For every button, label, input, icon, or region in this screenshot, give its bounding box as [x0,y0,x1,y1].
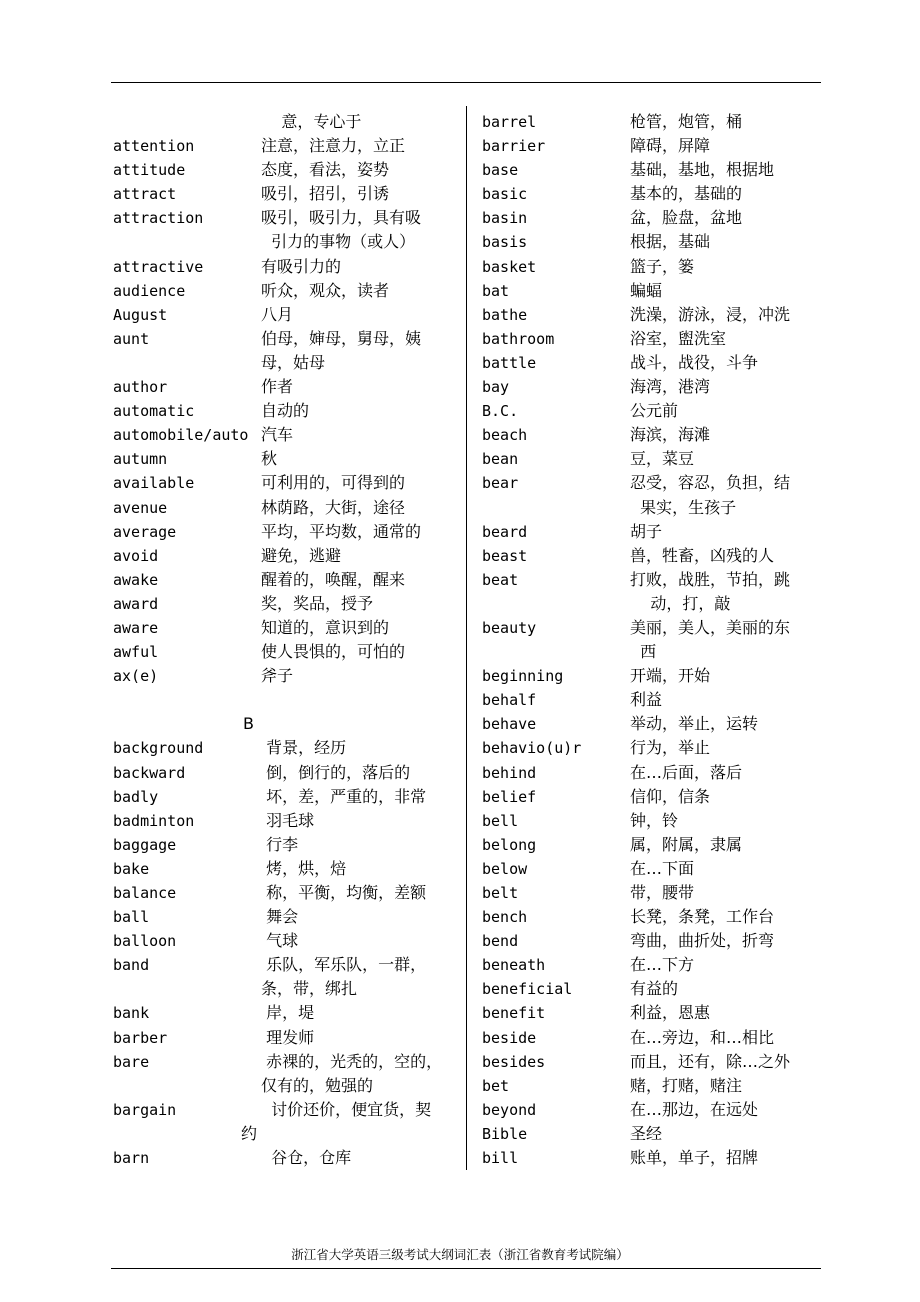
vocab-definition: 醒着的，唤醒，醒来 [261,569,406,589]
vocab-word: bare [113,1052,150,1071]
vocab-word: bend [482,932,519,951]
vocab-definition: 汽车 [261,425,294,445]
column-divider [466,106,467,1170]
vocab-word: avoid [113,546,159,565]
vocab-word: basic [482,185,528,204]
vocab-word: benefit [482,1004,546,1023]
vocab-word: besides [482,1052,546,1071]
header-rule [111,82,821,83]
vocab-word: belong [482,835,537,854]
vocab-word: available [113,474,195,493]
vocab-definition: 利益 [630,690,663,710]
vocab-entry [482,857,827,881]
vocab-entry [482,206,827,230]
vocab-word: bear [482,474,519,493]
vocab-definition: 公元前 [630,401,679,421]
vocab-entry [482,399,827,423]
vocab-definition: 赤裸的，光秃的，空的， [261,1051,443,1071]
vocab-word: beside [482,1028,537,1047]
vocab-definition: 态度，看法，姿势 [261,160,390,180]
vocab-definition: 在…后面，落后 [630,762,743,782]
vocab-definition: 赌，打赌，赌注 [630,1075,743,1095]
vocab-entry [113,905,463,929]
vocab-definition-continued: 仅有的，勉强的 [261,1075,374,1095]
vocab-definition: 海滨，海滩 [630,425,711,445]
vocab-entry [482,977,827,1001]
vocab-word: ball [113,908,150,927]
vocab-word: beard [482,522,528,541]
vocab-word: bathroom [482,329,555,348]
vocab-definition: 美丽，美人，美丽的东 [630,617,791,637]
vocab-word: attract [113,185,177,204]
vocab-entry [113,592,463,616]
vocab-word: beast [482,546,528,565]
vocab-word: bet [482,1076,510,1095]
vocab-entry [113,544,463,568]
vocab-definition: 自动的 [261,401,310,421]
vocab-definition: 避免，逃避 [261,545,342,565]
vocab-entry [113,640,463,664]
vocab-definition: 羽毛球 [261,810,315,830]
vocab-definition-continued: 约 [241,1123,258,1143]
vocab-entry [113,303,463,327]
vocab-definition: 盆，脸盘，盆地 [630,208,743,228]
vocab-entry [482,520,827,544]
vocab-entry [113,929,463,953]
vocab-word: behind [482,763,537,782]
vocab-word: barrel [482,113,537,131]
vocab-entry [482,1122,827,1146]
vocab-definition: 听众，观众，读者 [261,280,390,300]
vocab-word: autumn [113,450,168,469]
vocab-word: Bible [482,1124,528,1143]
vocab-word: award [113,594,159,613]
vocab-definition: 弯曲，曲折处，折弯 [630,931,775,951]
vocab-definition: 在…旁边，和…相比 [630,1027,775,1047]
vocab-definition: 背景，经历 [261,738,347,758]
vocab-entry [482,134,827,158]
vocab-definition: 在…下面 [630,858,695,878]
vocab-entry [113,881,463,905]
vocab-entry [482,953,827,977]
vocab-definition: 篮子，篓 [630,256,695,276]
vocab-entry [113,833,463,857]
vocab-word: background [113,739,204,758]
vocab-entry [482,544,827,568]
vocab-entry [113,664,463,688]
vocab-definition: 打败，战胜，节拍，跳 [630,569,791,589]
vocab-word: aware [113,618,159,637]
vocab-entry [113,182,463,206]
vocab-word: behalf [482,691,537,710]
vocab-definition: 平均，平均数，通常的 [261,521,422,541]
vocab-word: behave [482,715,537,734]
vocab-definition: 信仰，信条 [630,786,711,806]
vocab-definition: 秋 [261,449,278,469]
vocab-word: belt [482,884,519,902]
vocab-definition: 而且，还有，除…之外 [630,1051,791,1071]
vocab-definition: 吸引，招引，引诱 [261,184,390,204]
vocab-definition: 岸，堤 [261,1003,315,1023]
vocab-definition: 使人畏惧的，可怕的 [261,642,406,662]
vocab-word: badly [113,787,159,806]
vocab-entry [113,1001,463,1025]
vocab-word: barn [113,1149,150,1168]
vocab-definition: 圣经 [630,1123,663,1143]
vocab-word: bank [113,1004,150,1023]
vocab-entry [113,496,463,520]
vocab-entry [113,857,463,881]
vocab-entry [113,279,463,303]
vocab-word: attractive [113,257,204,276]
vocab-definition: 根据，基础 [630,232,711,252]
vocab-entry [482,688,827,712]
vocab-word: bill [482,1149,519,1168]
vocab-definition: 开端，开始 [630,666,711,686]
vocab-entry [482,929,827,953]
vocab-word: aunt [113,329,150,348]
vocab-word: beneath [482,956,546,975]
vocab-entry [482,785,827,809]
vocab-definition: 奖，奖品，授予 [261,593,374,613]
vocab-definition: 兽，牲畜，凶残的人 [630,545,775,565]
vocab-entry [482,1050,827,1074]
vocab-entry [482,375,827,399]
vocab-word: beach [482,426,528,445]
vocab-entry [482,712,827,736]
vocab-definition: 伯母，婶母，舅母，姨 [261,328,422,348]
vocab-word: below [482,859,528,878]
vocab-word: basin [482,209,528,228]
vocab-definition: 蝙蝠 [630,280,663,300]
vocab-entry [482,303,827,327]
vocab-word: belief [482,787,537,806]
vocab-definition: 谷仓，仓库 [261,1148,352,1168]
vocab-definition: 理发师 [261,1027,315,1047]
vocab-entry [113,206,463,254]
vocab-definition-continued: 西 [630,642,657,662]
vocab-definition-continued: 母，姑母 [261,352,326,372]
vocab-definition: 作者 [261,377,294,397]
vocab-entry [482,110,827,134]
vocab-word: bake [113,859,150,878]
vocab-entry [482,182,827,206]
vocab-definition: 障碍，屏障 [630,136,711,156]
vocab-entry [482,158,827,182]
vocab-entry [113,447,463,471]
vocab-word: ax(e) [113,667,159,686]
left-column [113,110,463,1170]
vocab-entry [113,568,463,592]
vocab-word: behavio(u)r [482,739,582,758]
vocab-entry [113,1026,463,1050]
vocab-entry [482,809,827,833]
vocab-definition: 斧子 [261,666,294,686]
vocab-definition: 钟，铃 [630,810,679,830]
vocab-entry [113,616,463,640]
vocab-entry [113,953,463,1001]
vocab-entry [113,520,463,544]
vocab-entry [113,158,463,182]
vocab-word: basket [482,257,537,276]
vocab-word: beauty [482,618,537,637]
vocab-definition: 林荫路，大街，途径 [261,497,406,517]
vocab-definition: 海湾，港湾 [630,377,711,397]
vocab-definition: 讨价还价，便宜货，契 [261,1099,432,1119]
vocab-word: beginning [482,667,564,686]
vocab-definition: 带，腰带 [630,883,695,902]
vocab-entry [482,616,827,664]
vocab-entry [113,327,463,375]
vocab-entry [482,1074,827,1098]
vocab-word: basis [482,233,528,252]
vocab-definition: 注意，注意力，立正 [261,136,406,156]
vocab-word: barrier [482,137,546,156]
vocab-entry [482,833,827,857]
vocab-definition: 倒，倒行的，落后的 [261,762,411,782]
vocab-definition: 气球 [261,931,299,951]
vocab-entry [482,664,827,688]
vocab-definition: 长凳，条凳，工作台 [630,907,775,927]
vocab-entry [482,447,827,471]
vocab-entry [482,568,827,616]
vocab-definition: 账单，单子，招牌 [630,1148,759,1168]
vocab-definition: 战斗，战役，斗争 [630,352,759,372]
vocab-entry [482,423,827,447]
vocab-word: baggage [113,835,177,854]
vocab-entry [482,881,827,905]
vocab-definition-continued: 引力的事物（或人） [261,232,416,252]
vocab-entry [482,351,827,375]
vocab-definition: 洗澡，游泳，浸，冲洗 [630,304,791,324]
vocab-entry [113,471,463,495]
vocab-entry [482,471,827,519]
section-letter: B [243,714,254,734]
vocab-entry [482,1098,827,1122]
vocab-definition: 在…那边，在远处 [630,1099,759,1119]
vocab-word: barber [113,1028,168,1047]
vocab-definition: 在…下方 [630,955,695,975]
vocab-word: attitude [113,161,186,180]
vocab-definition-continued: 动，打，敲 [630,593,731,613]
vocab-word: bench [482,908,528,927]
vocab-definition: 忍受，容忍，负担，结 [630,473,791,493]
vocab-definition-continued: 果实，生孩子 [630,497,737,517]
vocab-definition: 利益，恩惠 [630,1003,711,1023]
vocab-entry [113,255,463,279]
vocab-definition: 坏，差，严重的，非常 [261,786,427,806]
vocab-entry [482,761,827,785]
page-footer: 浙江省大学英语三级考试大纲词汇表（浙江省教育考试院编） [291,1247,629,1262]
vocab-word: avenue [113,498,168,517]
vocab-entry [482,279,827,303]
vocab-entry [113,375,463,399]
vocab-word: battle [482,353,537,372]
vocab-word: bell [482,811,519,830]
vocab-entry [113,110,463,134]
vocab-entry [482,1146,827,1170]
vocab-entry [113,1098,463,1146]
vocab-entry [482,327,827,351]
vocab-definition: 可利用的，可得到的 [261,473,406,493]
vocab-definition: 浴室，盥洗室 [630,328,727,348]
footer-rule [111,1268,821,1269]
vocab-word: beyond [482,1100,537,1119]
vocab-word: bat [482,281,510,300]
vocab-entry [482,905,827,929]
vocab-entry [113,809,463,833]
blank-line [113,688,463,712]
right-column [482,110,827,1170]
vocab-word: author [113,378,168,397]
vocab-definition: 行为，举止 [630,738,711,758]
vocab-entry [113,1050,463,1098]
vocab-entry [482,255,827,279]
vocab-entry [113,785,463,809]
vocab-word: bean [482,450,519,469]
vocab-definition: 属，附属，隶属 [630,834,743,854]
vocab-word: backward [113,763,186,782]
vocab-definition: 举动，举止，运转 [630,714,759,734]
vocab-definition: 基本的，基础的 [630,184,743,204]
vocab-entry [482,736,827,760]
vocab-word: balloon [113,932,177,951]
vocab-word: August [113,305,168,324]
vocab-word: average [113,522,177,541]
vocab-entry [482,230,827,254]
vocab-definition: 胡子 [630,521,663,541]
vocab-word: automatic [113,402,195,421]
vocab-definition: 称，平衡，均衡，差额 [261,883,427,902]
vocab-entry [113,1146,463,1170]
vocab-word: automobile/auto [113,426,249,445]
vocab-definition: 知道的，意识到的 [261,617,390,637]
vocab-entry [482,1026,827,1050]
vocab-word: audience [113,281,186,300]
vocab-word: base [482,161,519,180]
vocab-definition-continued: 条，带，绑扎 [261,979,358,999]
vocab-definition: 豆，菜豆 [630,449,695,469]
vocab-definition: 舞会 [261,907,299,927]
vocab-word: awake [113,570,159,589]
vocab-entry [113,736,463,760]
vocab-definition: 有益的 [630,979,679,999]
vocab-definition-continued: 意，专心于 [261,112,362,131]
vocab-entry [113,399,463,423]
vocab-definition: 基础，基地，根据地 [630,160,775,180]
vocab-entry [482,1001,827,1025]
vocab-word: bay [482,378,510,397]
vocab-word: badminton [113,811,195,830]
vocab-entry [113,134,463,158]
vocab-definition: 有吸引力的 [261,256,342,276]
vocab-word: attention [113,137,195,156]
vocab-word: bathe [482,305,528,324]
vocab-word: beat [482,570,519,589]
vocab-definition: 行李 [261,834,299,854]
vocab-word: awful [113,643,159,662]
vocab-definition: 八月 [261,304,294,324]
vocab-word: band [113,956,150,975]
vocab-definition: 乐队，军乐队，一群， [261,955,427,975]
vocab-word: bargain [113,1100,177,1119]
vocab-word: balance [113,884,177,902]
vocab-word: beneficial [482,980,573,999]
vocab-word: attraction [113,209,204,228]
vocab-entry [113,423,463,447]
vocab-definition: 烤，烘，焙 [261,858,347,878]
vocab-definition: 吸引，吸引力，具有吸 [261,208,422,228]
vocab-entry [113,761,463,785]
vocab-definition: 枪管，炮管，桶 [630,112,743,131]
vocab-word: B.C. [482,402,519,421]
